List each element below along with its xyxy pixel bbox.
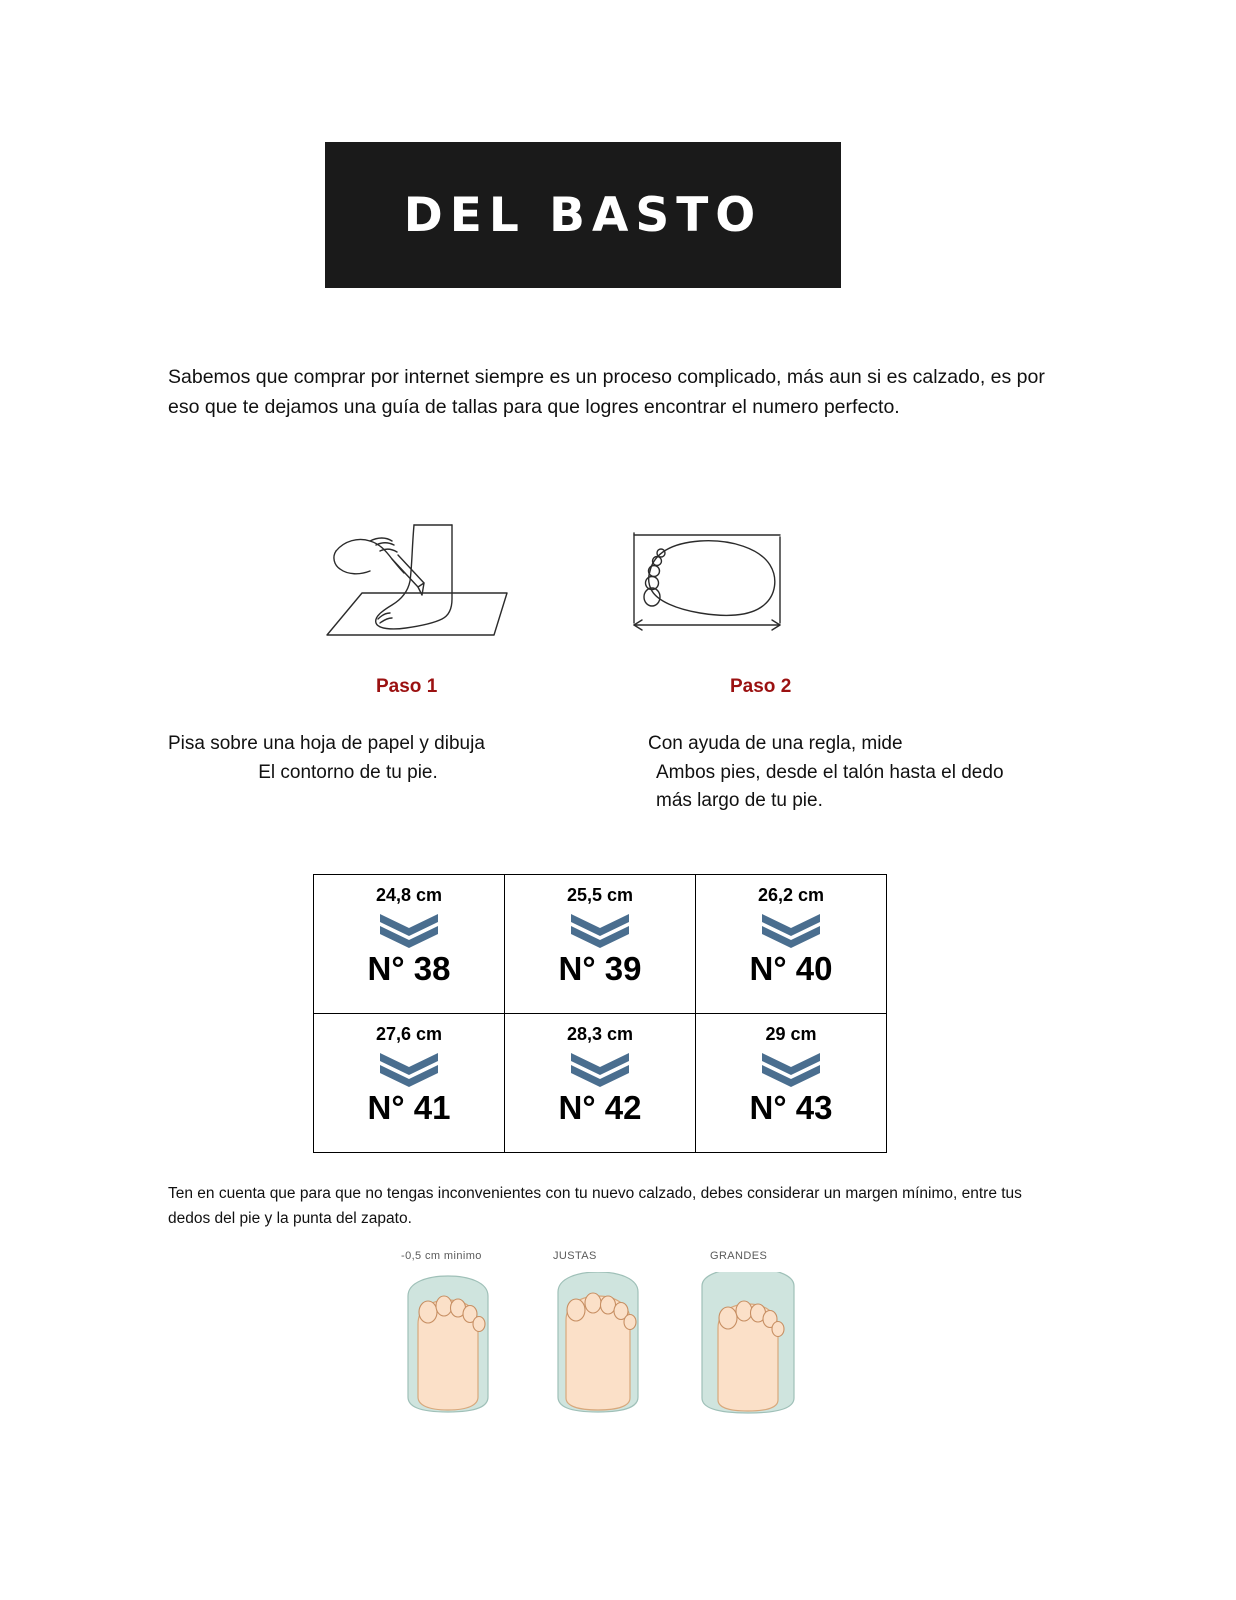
double-chevron-down-icon [696,908,886,948]
size-value: N° 38 [367,950,451,987]
intro-paragraph: Sabemos que comprar por internet siempre es un proceso complicado, más aun si es calzado, es por eso que te dejamos una guía de tallas para que logres encontrar el numero perfecto. [168,366,1045,419]
size-value: N° 41 [367,1089,451,1126]
margin-note: Ten en cuenta que para que no tengas inconvenientes con tu nuevo calzado, debes considerar un margen mínimo, entre tus dedos del pie y la punta del zapato. [168,1185,1022,1227]
size-conversion-table [313,874,887,1153]
measurement-value: 25,5 cm [566,885,634,905]
size-cell [696,875,887,1014]
size-value: N° 42 [558,1089,642,1126]
step-2-line-1: Con ayuda de una regla, mide [648,733,903,754]
step-2-label: Paso 2 [730,676,792,697]
step-2-line-3: más largo de tu pie. [656,790,823,811]
measurement-value: 24,8 cm [375,885,443,905]
size-value: N° 40 [749,950,833,987]
fit-caption-grandes: GRANDES [710,1250,768,1262]
size-value: N° 43 [749,1089,833,1126]
trace-foot-illustration [322,495,512,645]
size-cell [505,1014,696,1153]
double-chevron-down-icon [505,908,695,948]
step-1-text [168,730,528,787]
table-row [314,875,887,1014]
table-row [314,1014,887,1153]
size-cell [696,1014,887,1153]
step-1-line-2: El contorno de tu pie. [258,761,438,783]
double-chevron-down-icon [314,908,504,948]
measurement-value: 29 cm [765,1024,817,1044]
measurement-value: 27,6 cm [375,1024,443,1044]
fit-caption-minimum: -0,5 cm minimo [401,1250,482,1262]
step-1-label: Paso 1 [376,676,438,697]
size-cell [505,875,696,1014]
measurement-value: 28,3 cm [566,1024,634,1044]
double-chevron-down-icon [505,1047,695,1087]
size-value: N° 39 [558,950,642,987]
step-2-text [648,730,1068,816]
brand-logo-text: DEL BASTO [403,187,763,243]
fit-comparison-illustration [388,1250,808,1420]
double-chevron-down-icon [314,1047,504,1087]
step-1-line-1: Pisa sobre una hoja de papel y dibuja [168,733,485,754]
brand-logo-band [325,142,841,288]
size-cell [314,1014,505,1153]
step-2-line-2: Ambos pies, desde el talón hasta el dedo [656,761,1004,783]
fit-caption-justas: JUSTAS [553,1250,597,1262]
size-cell [314,875,505,1014]
measure-foot-illustration [628,525,803,645]
measurement-value: 26,2 cm [757,885,825,905]
double-chevron-down-icon [696,1047,886,1087]
